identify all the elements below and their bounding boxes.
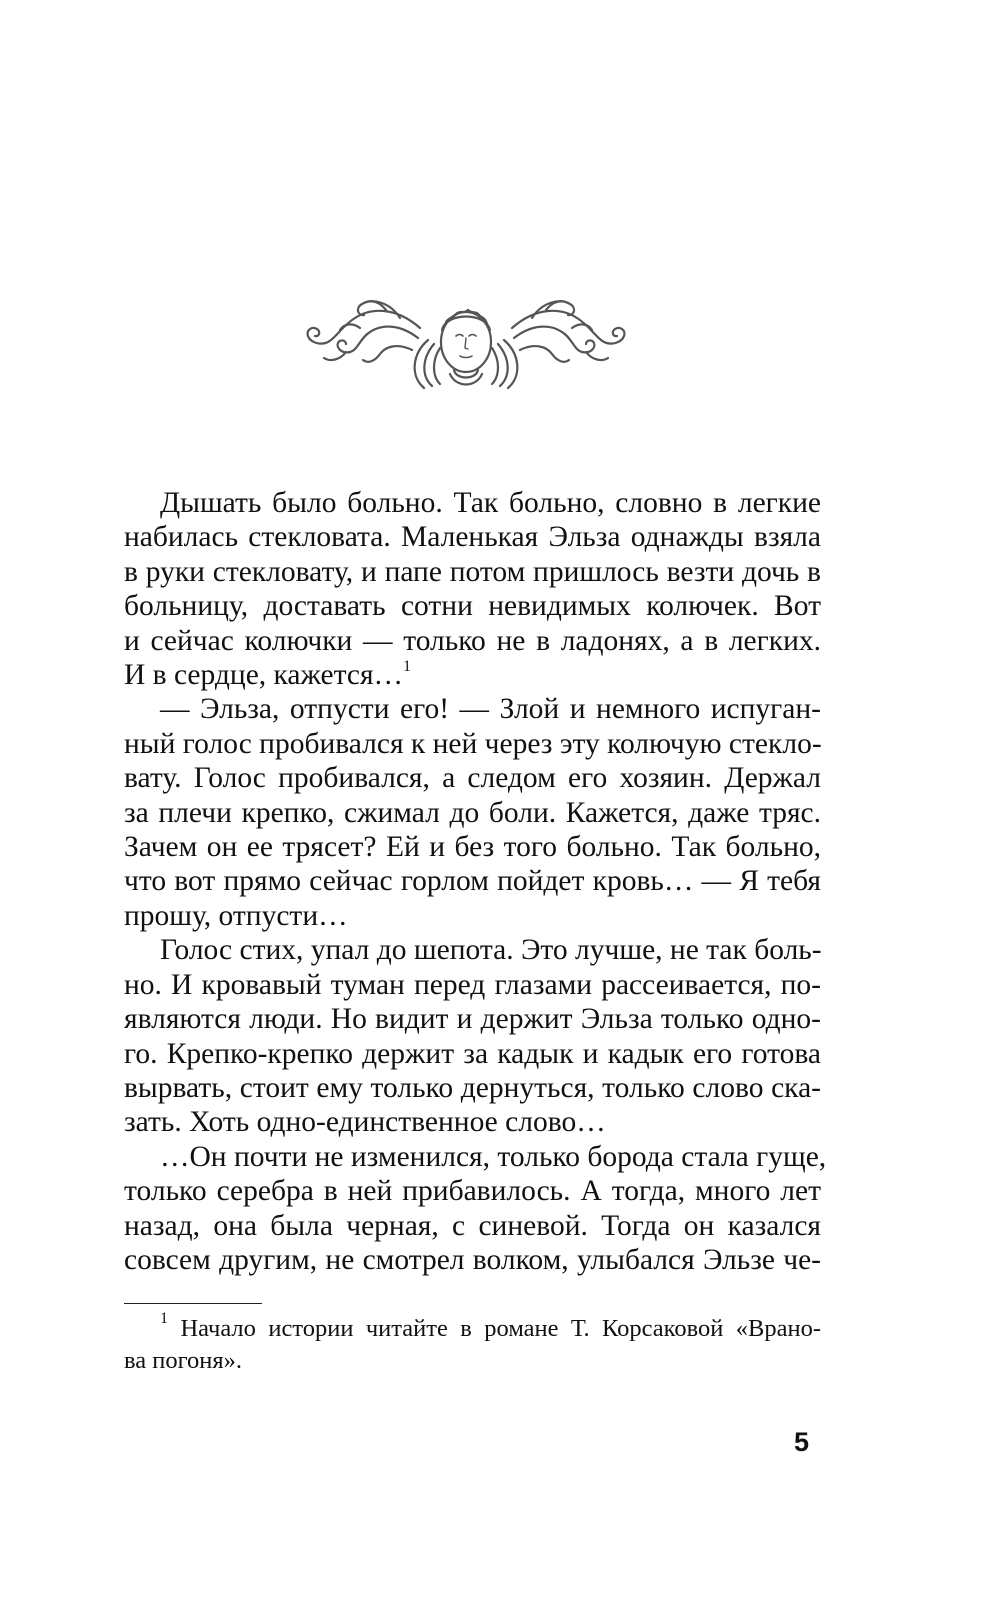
text-line: но. И кровавый туман перед глазами рассеивается, по-: [124, 968, 821, 1001]
page-number: 5: [794, 1427, 810, 1457]
text-line: за плечи крепко, сжимал до боли. Кажется, даже тряс.: [124, 796, 821, 829]
paragraph-4: [124, 1140, 827, 1278]
text-line: и сейчас колючки — только не в ладонях, а в легких.: [124, 624, 821, 657]
text-line: больницу, доставать сотни невидимых колючек. Вот: [124, 590, 821, 623]
main-text: [124, 486, 827, 1277]
text-line: являются люди. Но видит и держит Эльза только одно-: [124, 1003, 821, 1036]
text-line: в руки стекловату, и папе потом пришлось везти дочь в: [124, 555, 821, 588]
footnote-line: ва погоня».: [124, 1347, 243, 1374]
text-line: что вот прямо сейчас горлом пойдет кровь… — Я тебя: [124, 865, 821, 898]
text-line: Зачем он ее трясет? Ей и без того больно. Так больно,: [124, 831, 821, 864]
text-line-with-footnote: [124, 658, 821, 692]
text-line: ный голос пробивался к ней через эту колючую стекло-: [124, 727, 822, 760]
footnote-divider: [124, 1303, 262, 1304]
text-line: Голос стих, упал до шепота. Это лучше, не так боль-: [160, 934, 822, 967]
footnote-line: [124, 1310, 822, 1345]
text-line: прошу, отпусти…: [124, 899, 348, 932]
text-line: — Эльза, отпусти его! — Злой и немного испуган-: [160, 693, 821, 726]
text-line: вату. Голос пробивался, а следом его хозяин. Держал: [124, 762, 821, 795]
paragraph-3: [124, 933, 821, 1139]
text-line: зать. Хоть одно-единственное слово…: [124, 1106, 606, 1139]
paragraph-1: [124, 486, 821, 692]
text-line: назад, она была черная, с синевой. Тогда он казался: [124, 1209, 821, 1242]
text-line: только серебра в ней прибавилось. А тогда, много лет: [124, 1175, 821, 1208]
text-line: вырвать, стоит ему только дернуться, только слово ска-: [124, 1071, 821, 1104]
text-line: И в сердце, кажется…: [124, 659, 404, 692]
footnote-text: Начало истории читайте в романе Т. Корсаковой «Врано-: [180, 1315, 822, 1342]
cherub-ornament-icon: [300, 288, 632, 398]
text-line: …Он почти не изменился, только борода стала гуще,: [160, 1140, 827, 1173]
text-line: го. Крепко-крепко держит за кадык и кадык его готова: [124, 1037, 821, 1070]
text-line: набилась стекловата. Маленькая Эльза однажды взяла: [124, 521, 821, 554]
footnote-reference: 1: [403, 658, 412, 676]
footnote-marker: 1: [160, 1310, 168, 1327]
paragraph-2: [124, 692, 821, 933]
text-line: Дышать было больно. Так больно, словно в легкие: [160, 487, 821, 519]
text-line: совсем другим, не смотрел волком, улыбался Эльзе че-: [124, 1243, 821, 1276]
footnote: [124, 1310, 822, 1377]
